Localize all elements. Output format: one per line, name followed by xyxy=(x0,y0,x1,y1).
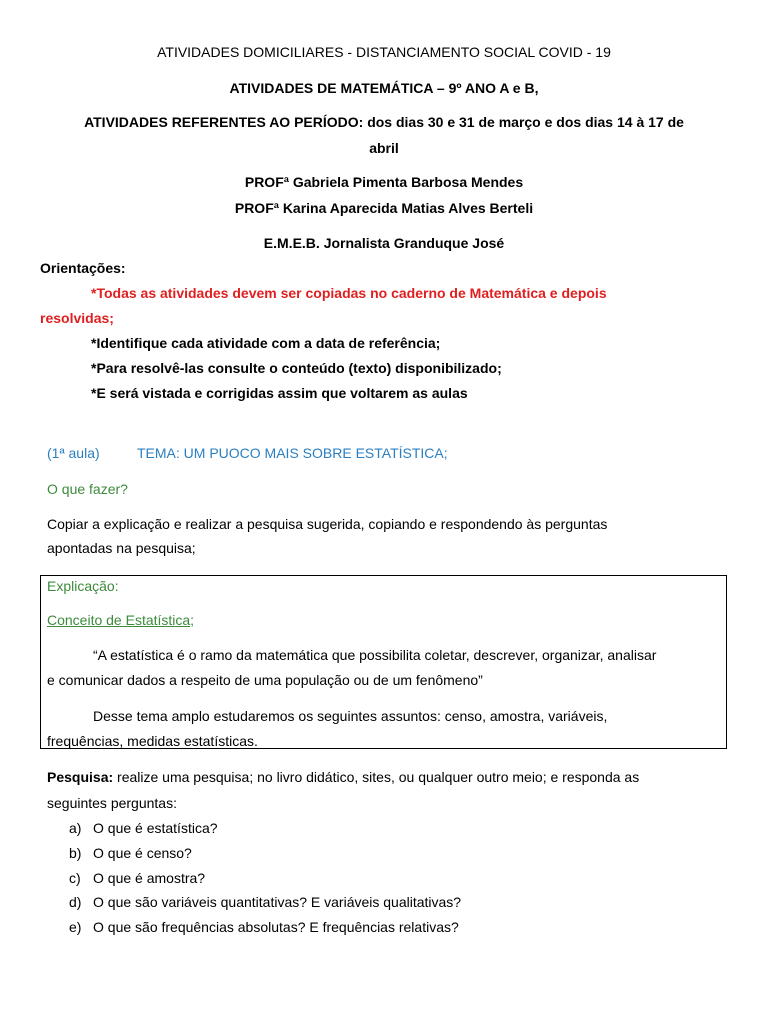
instructions-line2: apontadas na pesquisa; xyxy=(47,540,196,556)
orientacao-item4: *E será vistada e corrigidas assim que voltarem as aulas xyxy=(91,385,468,401)
question-c-letter: c) xyxy=(69,870,81,886)
quote-line2: e comunicar dados a respeito de uma população ou de um fenômeno” xyxy=(47,672,483,688)
school-name: E.M.E.B. Jornalista Granduque José xyxy=(263,235,505,251)
question-d: O que são variáveis quantitativas? E variáveis qualitativas? xyxy=(93,894,462,910)
orientacao-item3: *Para resolvê-las consulte o conteúdo (texto) disponibilizado; xyxy=(91,360,502,376)
header-period: ATIVIDADES REFERENTES AO PERÍODO: dos dias 30 e 31 de março e dos dias 14 à 17 de xyxy=(84,114,684,130)
question-b: O que é censo? xyxy=(93,845,192,861)
concept-title: Conceito de Estatística; xyxy=(47,612,195,628)
header-period-end: abril xyxy=(369,140,399,156)
what-to-do: O que fazer? xyxy=(47,481,128,497)
explicacao-title: Explicação: xyxy=(47,578,119,594)
orientacao-item2: *Identifique cada atividade com a data de referência; xyxy=(91,335,441,351)
question-a: O que é estatística? xyxy=(93,820,218,836)
question-c: O que é amostra? xyxy=(93,870,206,886)
question-e: O que são frequências absolutas? E frequências relativas? xyxy=(93,919,459,935)
teacher-1: PROFª Gabriela Pimenta Barbosa Mendes xyxy=(244,174,524,190)
pesquisa-line1 xyxy=(47,769,639,785)
pesquisa-label: Pesquisa: xyxy=(47,769,114,785)
topics-line2: frequências, medidas estatísticas. xyxy=(47,733,258,749)
header-line2: ATIVIDADES DE MATEMÁTICA – 9º ANO A e B, xyxy=(229,80,539,96)
teacher-2: PROFª Karina Aparecida Matias Alves Berteli xyxy=(234,200,534,216)
question-d-letter: d) xyxy=(69,894,82,910)
aula-label: (1ª aula) xyxy=(47,445,100,461)
orientacao-red-line2: resolvidas; xyxy=(40,310,114,326)
orientacoes-title: Orientações: xyxy=(40,260,126,276)
orientacao-red-line1: *Todas as atividades devem ser copiadas no caderno de Matemática e depois xyxy=(91,285,607,301)
question-b-letter: b) xyxy=(69,845,82,861)
question-a-letter: a) xyxy=(69,820,82,836)
question-e-letter: e) xyxy=(69,919,82,935)
quote-line1: “A estatística é o ramo da matemática que possibilita coletar, descrever, organizar, analisar xyxy=(93,647,657,663)
pesquisa-text: realize uma pesquisa; no livro didático, sites, ou qualquer outro meio; e responda as xyxy=(113,769,640,785)
topics-line1: Desse tema amplo estudaremos os seguintes assuntos: censo, amostra, variáveis, xyxy=(93,708,608,724)
instructions-line1: Copiar a explicação e realizar a pesquisa sugerida, copiando e respondendo às perguntas xyxy=(47,516,608,532)
header-line1: ATIVIDADES DOMICILIARES - DISTANCIAMENTO SOCIAL COVID - 19 xyxy=(157,44,611,60)
aula-tema: TEMA: UM PUOCO MAIS SOBRE ESTATÍSTICA; xyxy=(137,445,448,461)
pesquisa-line2: seguintes perguntas: xyxy=(47,795,177,811)
